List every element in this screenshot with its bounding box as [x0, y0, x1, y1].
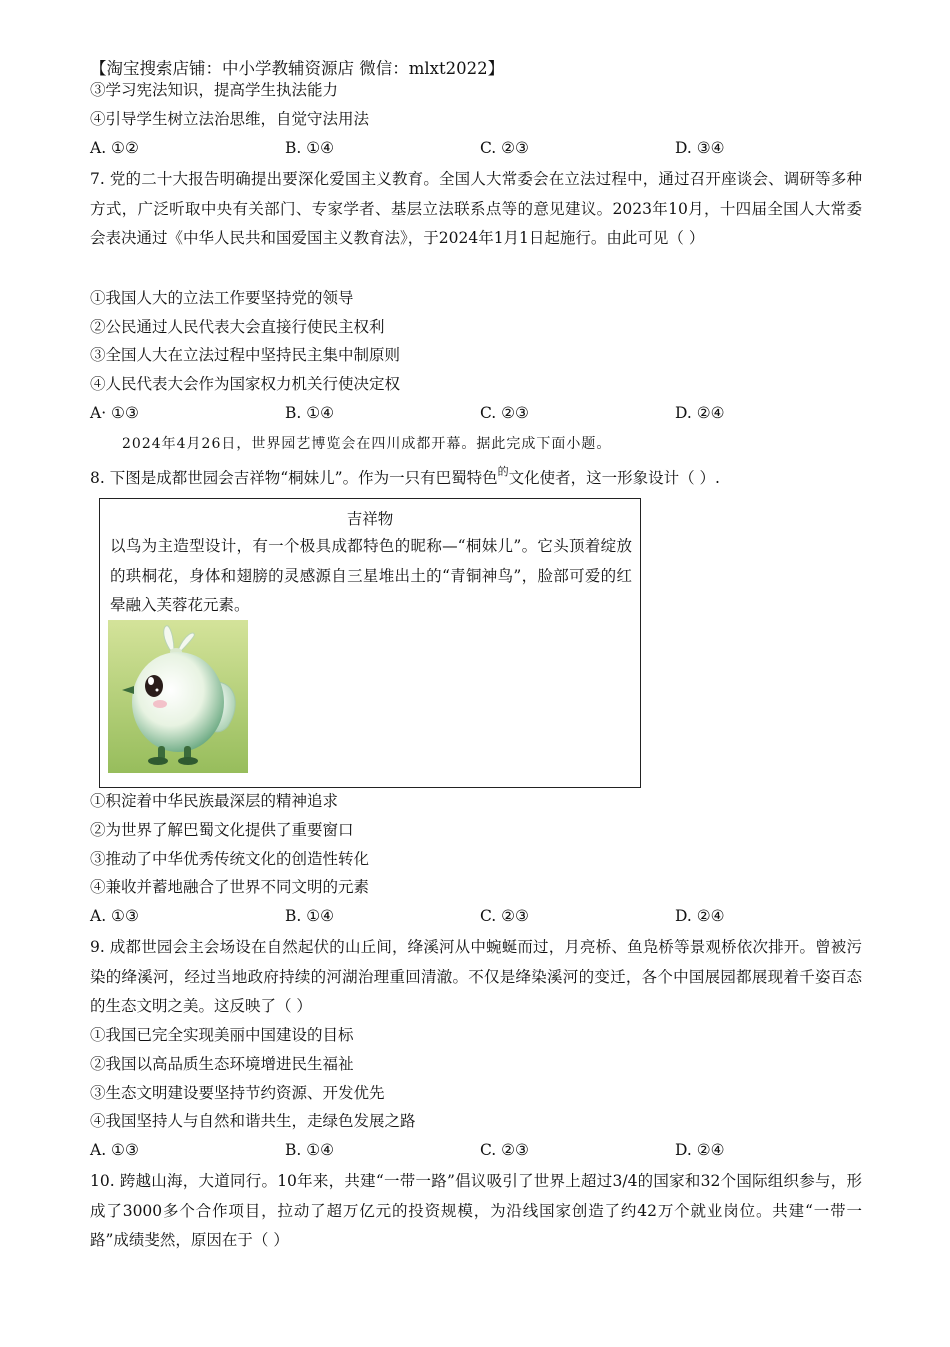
q8-stem-post: 文化使者，这一形象设计（ ）. — [508, 469, 720, 487]
q9-item-1: ①我国已完全实现美丽中国建设的目标 — [90, 1026, 354, 1044]
q8-item-1: ①积淀着中华民族最深层的精神追求 — [90, 792, 339, 810]
q8-option-a[interactable]: A. ①③ — [90, 907, 139, 925]
q6-option-b[interactable]: B. ①④ — [285, 139, 335, 157]
q7-item-3: ③全国人大在立法过程中坚持民主集中制原则 — [90, 346, 401, 364]
q7-option-d[interactable]: D. ②④ — [675, 404, 725, 422]
q7-option-a[interactable]: A· ①③ — [90, 404, 139, 422]
section-intro: 2024年4月26日，世界园艺博览会在四川成都开幕。据此完成下面小题。 — [122, 436, 612, 452]
q6-item-4: ④引导学生树立法治思维，自觉守法用法 — [90, 110, 370, 128]
q8-stem — [90, 467, 720, 491]
q9-item-3: ③生态文明建设要坚持节约资源、开发优先 — [90, 1084, 385, 1102]
q9-option-d[interactable]: D. ②④ — [675, 1141, 725, 1159]
q6-item-3: ③学习宪法知识，提高学生执法能力 — [90, 81, 339, 99]
q9-option-a[interactable]: A. ①③ — [90, 1141, 139, 1159]
mascot-image — [108, 620, 248, 773]
q7-item-2: ②公民通过人民代表大会直接行使民主权利 — [90, 318, 385, 336]
q9-item-2: ②我国以高品质生态环境增进民生福祉 — [90, 1055, 354, 1073]
box-text: 以鸟为主造型设计，有一个极具成都特色的昵称—“桐妹儿”。它头顶着绽放的珙桐花，身体和翅膀的灵感源自三星堆出土的“青铜神鸟”，脸部可爱的红晕融入芙蓉花元素。 — [110, 537, 632, 614]
q6-option-d[interactable]: D. ③④ — [675, 139, 725, 157]
q8-stem-de: 的 — [497, 465, 509, 478]
q6-option-c[interactable]: C. ②③ — [480, 139, 529, 157]
q7-option-c[interactable]: C. ②③ — [480, 404, 529, 422]
q8-item-4: ④兼收并蓄地融合了世界不同文明的元素 — [90, 878, 370, 896]
q8-option-c[interactable]: C. ②③ — [480, 907, 529, 925]
q8-stem-pre: 8. 下图是成都世园会吉祥物“桐妹儿”。作为一只有巴蜀特色 — [90, 469, 498, 487]
q9-item-4: ④我国坚持人与自然和谐共生，走绿色发展之路 — [90, 1112, 416, 1130]
q7-item-1: ①我国人大的立法工作要坚持党的领导 — [90, 289, 354, 307]
q9-stem: 9. 成都世园会主会场设在自然起伏的山丘间，绛溪河从中蜿蜒而过，月亮桥、鱼凫桥等景观桥依次排开。曾被污染的绛溪河，经过当地政府持续的河湖治理重回清澈。不仅是绛染溪河的变迁，各个中国展园都展现着千姿百态的生态文明之美。这反映了（ ） — [90, 938, 862, 1015]
q7-stem: 7. 党的二十大报告明确提出要深化爱国主义教育。全国人大常委会在立法过程中，通过召开座谈会、调研等多种方式，广泛听取中央有关部门、专家学者、基层立法联系点等的意见建议。2023年10月，十四届全国人大常委会表决通过《中华人民共和国爱国主义教育法》，于2024年1月1日起施行。由此可见（ ） — [90, 170, 862, 247]
q7-item-4: ④人民代表大会作为国家权力机关行使决定权 — [90, 375, 401, 393]
q9-option-b[interactable]: B. ①④ — [285, 1141, 335, 1159]
q8-option-b[interactable]: B. ①④ — [285, 907, 335, 925]
q6-option-a[interactable]: A. ①② — [90, 139, 139, 157]
page-header: 【淘宝搜索店铺：中小学教辅资源店 微信：mlxt2022】 — [90, 59, 505, 78]
mascot-info-box — [99, 498, 641, 788]
box-title: 吉祥物 — [346, 510, 394, 528]
q7-option-b[interactable]: B. ①④ — [285, 404, 335, 422]
q10-stem: 10. 跨越山海，大道同行。10年来，共建“一带一路”倡议吸引了世界上超过3/4的国家和32个国际组织参与，形成了3000多个合作项目，拉动了超万亿元的投资规模，为沿线国家创造了约42万个就业岗位。共建“一带一路”成绩斐然，原因在于（ ） — [90, 1172, 862, 1249]
q8-item-2: ②为世界了解巴蜀文化提供了重要窗口 — [90, 821, 354, 839]
q8-item-3: ③推动了中华优秀传统文化的创造性转化 — [90, 850, 370, 868]
q9-option-c[interactable]: C. ②③ — [480, 1141, 529, 1159]
q8-option-d[interactable]: D. ②④ — [675, 907, 725, 925]
